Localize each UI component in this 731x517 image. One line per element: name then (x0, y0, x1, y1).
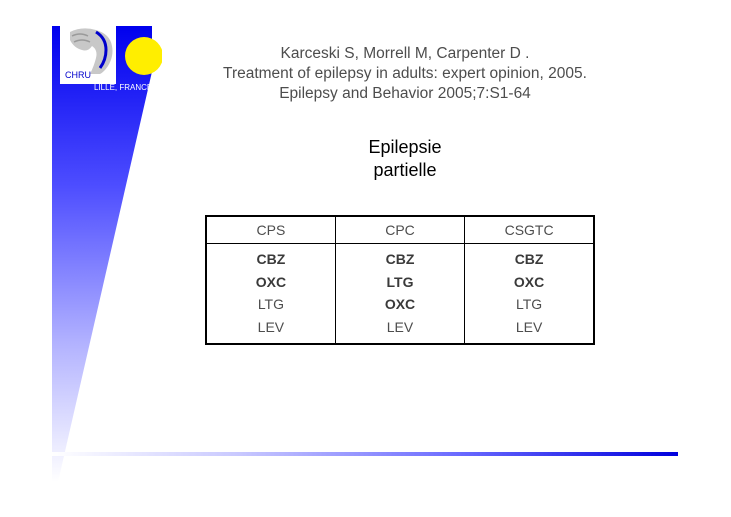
table-header-row (206, 216, 594, 244)
bottom-gradient-line (52, 452, 678, 456)
column-cpc-drugs (335, 244, 464, 345)
drug-cell: CBZ (256, 251, 286, 267)
drug-cell: CBZ (514, 251, 544, 267)
drug-cell: LEV (515, 318, 543, 335)
reference-line-1: Karceski S, Morrell M, Carpenter D . (280, 45, 530, 62)
title-line-2: partielle (373, 160, 437, 180)
drug-cell: LTG (386, 273, 414, 290)
column-csgtc-drugs (465, 244, 594, 345)
logo-text-lille: LILLE, FRANCE (94, 83, 153, 92)
reference-line-3: Epilepsy and Behavior 2005;7:S1-64 (279, 85, 531, 102)
drug-cell: OXC (255, 273, 287, 290)
slide-title (305, 136, 505, 182)
reference-line-2: Treatment of epilepsy in adults: expert opinion, 2005. (223, 65, 587, 82)
chru-lille-logo (60, 26, 162, 96)
title-line-1: Epilepsie (368, 137, 442, 157)
treatment-table (205, 215, 595, 345)
drug-cell: OXC (513, 273, 545, 290)
drug-cell: LTG (257, 296, 285, 312)
reference-citation (180, 44, 630, 104)
drug-cell: OXC (384, 296, 416, 312)
logo-text-chru: CHRU (65, 70, 91, 80)
header-cps: CPS (206, 216, 335, 244)
column-cps-drugs (206, 244, 335, 345)
header-cpc: CPC (335, 216, 464, 244)
header-csgtc: CSGTC (465, 216, 594, 244)
table-row (206, 244, 594, 345)
drug-cell: LEV (257, 318, 285, 335)
drug-cell: LTG (515, 296, 543, 312)
drug-cell: CBZ (385, 251, 415, 267)
drug-cell: LEV (386, 318, 414, 335)
